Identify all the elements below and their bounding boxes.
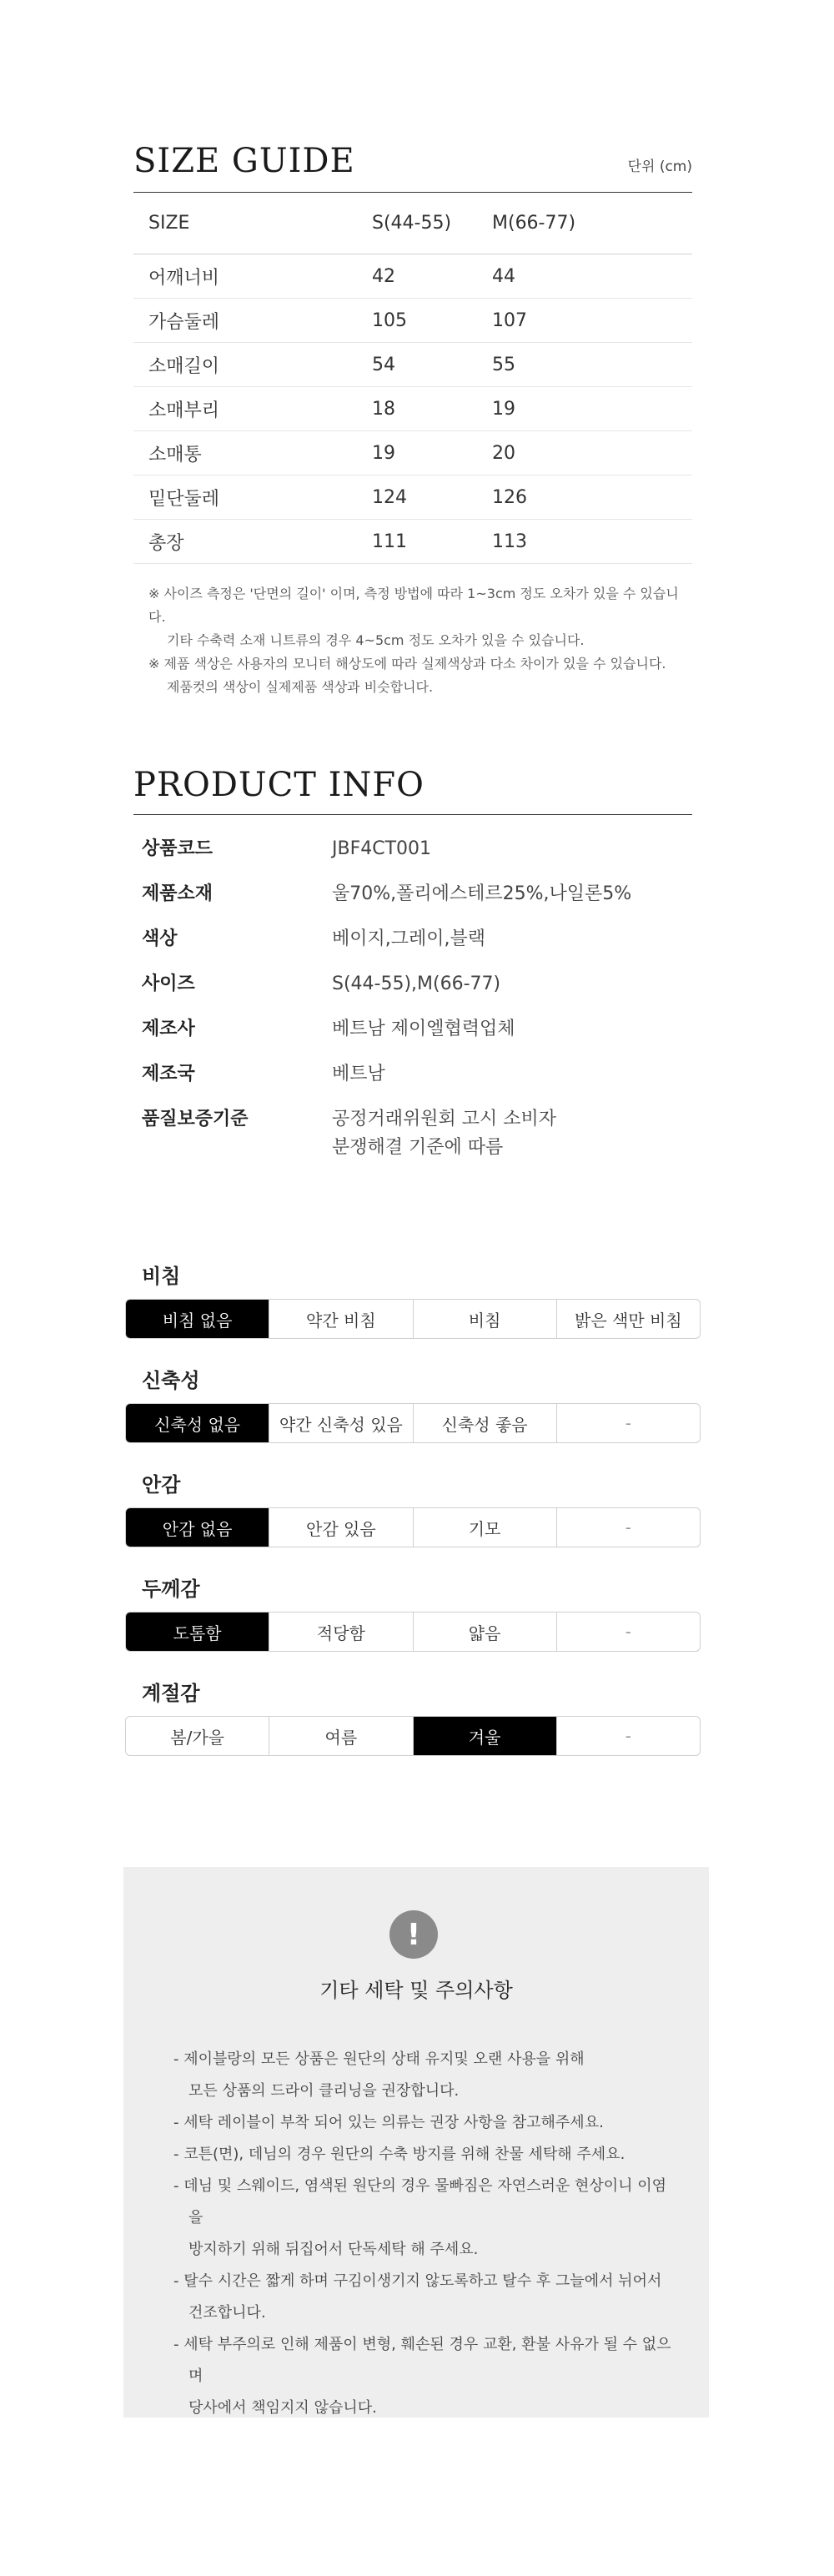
attr-label: 안감 <box>142 1473 181 1497</box>
size-s-value: 111 <box>372 531 407 552</box>
note-line: ※ 제품 색상은 사용자의 모니터 해상도에 따라 실제색상과 다소 차이가 있을 수 있습니다. <box>148 656 666 672</box>
measure-label: 소매길이 <box>148 355 220 377</box>
size-m-value: 126 <box>492 486 527 508</box>
care-line: - 세탁 레이블이 부착 되어 있는 의류는 권장 사항을 참고해주세요. <box>173 2114 604 2131</box>
size-m-value: 113 <box>492 531 527 552</box>
attr-label: 신축성 <box>142 1369 200 1392</box>
care-line: 건조합니다. <box>188 2304 266 2322</box>
attr-options <box>125 1507 701 1547</box>
size-m-value: 55 <box>492 354 515 375</box>
attr-options <box>125 1403 701 1443</box>
info-row <box>133 925 692 953</box>
attr-label: 비침 <box>142 1265 181 1288</box>
list-item <box>173 2329 674 2424</box>
care-line: 당사에서 책임지지 않습니다. <box>188 2399 377 2417</box>
info-key: 제조국 <box>142 1064 195 1084</box>
care-line: - 코튼(면), 데님의 경우 원단의 수축 방지를 위해 찬물 세탁해 주세요. <box>173 2146 626 2163</box>
size-guide-header <box>133 142 692 193</box>
info-row <box>133 1105 692 1162</box>
info-value: 베트남 제이엘협력업체 <box>332 1019 515 1039</box>
table-row <box>133 254 692 299</box>
list-item <box>173 2139 674 2171</box>
attr-option: 여름 <box>269 1717 413 1755</box>
attr-option: 봄/가을 <box>126 1717 269 1755</box>
care-line: - 데님 및 스웨이드, 염색된 원단의 경우 물빠짐은 자연스러운 현상이니 이염을 <box>173 2177 667 2226</box>
measure-label: 가슴둘레 <box>148 311 220 333</box>
attr-option: 안감 있음 <box>269 1508 413 1547</box>
info-key: 품질보증기준 <box>142 1109 249 1130</box>
size-s-value: 19 <box>372 442 395 464</box>
table-row <box>133 475 692 520</box>
attr-option-selected: 비침 없음 <box>126 1300 269 1338</box>
attr-option: - <box>625 1726 631 1746</box>
care-line: - 세탁 부주의로 인해 제품이 변형, 훼손된 경우 교환, 환불 사유가 될 수 없으며 <box>173 2336 671 2385</box>
attr-season <box>125 1677 701 1756</box>
list-item <box>173 2266 674 2329</box>
care-notice-box <box>123 1867 709 2418</box>
attr-lining <box>125 1468 701 1547</box>
measure-label: 소매통 <box>148 444 202 465</box>
size-s-value: 42 <box>372 265 395 287</box>
measure-label: 밑단둘레 <box>148 488 220 510</box>
care-list <box>173 2044 674 2424</box>
attr-option: 밝은 색만 비침 <box>575 1310 682 1331</box>
column-header: M(66-77) <box>492 213 576 234</box>
info-value: S(44-55),M(66-77) <box>332 974 501 994</box>
info-value: JBF4CT001 <box>332 838 432 859</box>
attr-option: 기모 <box>414 1508 557 1547</box>
size-s-value: 105 <box>372 309 407 331</box>
attr-option-selected: 신축성 없음 <box>126 1404 269 1442</box>
attr-option-selected: 안감 없음 <box>126 1508 269 1547</box>
attr-options <box>125 1612 701 1652</box>
info-value-line: 분쟁해결 기준에 따름 <box>332 1137 504 1158</box>
care-line: - 탈수 시간은 짧게 하며 구김이생기지 않도록하고 탈수 후 그늘에서 뉘어서 <box>173 2272 662 2290</box>
attr-option: - <box>625 1413 631 1433</box>
info-value: 베이지,그레이,블랙 <box>332 928 486 949</box>
attr-option: - <box>625 1622 631 1642</box>
attr-sheerness <box>125 1260 701 1339</box>
table-row <box>133 343 692 387</box>
attr-option: 신축성 좋음 <box>414 1404 557 1442</box>
attr-options <box>125 1716 701 1756</box>
note-line: 기타 수축력 소재 니트류의 경우 4~5cm 정도 오차가 있을 수 있습니다. <box>167 632 585 648</box>
note-line: ※ 사이즈 측정은 '단면의 길이' 이며, 측정 방법에 따라 1~3cm 정도 오차가 있을 수 있습니다. <box>148 586 679 625</box>
care-line: 방지하기 위해 뒤집어서 단독세탁 해 주세요. <box>188 2241 479 2258</box>
measure-label: 어깨너비 <box>148 267 220 289</box>
attr-thickness <box>125 1572 701 1652</box>
info-row <box>133 1015 692 1044</box>
care-title: 기타 세탁 및 주의사항 <box>319 1979 513 2002</box>
size-table <box>133 193 692 564</box>
size-m-value: 19 <box>492 398 515 420</box>
product-info-title: PRODUCT INFO <box>133 766 425 804</box>
exclamation-icon: ! <box>389 1910 438 1959</box>
size-s-value: 54 <box>372 354 395 375</box>
info-key: 제품소재 <box>142 883 214 904</box>
note-line: 제품컷의 색상이 실제제품 색상과 비슷합니다. <box>167 679 434 695</box>
table-row <box>133 299 692 343</box>
size-m-value: 44 <box>492 265 515 287</box>
size-guide-title: SIZE GUIDE <box>133 142 355 180</box>
info-row <box>133 970 692 999</box>
measure-label: 소매부리 <box>148 400 220 421</box>
size-m-value: 20 <box>492 442 515 464</box>
attr-options <box>125 1299 701 1339</box>
attr-label: 계절감 <box>142 1682 200 1705</box>
measure-label: 총장 <box>148 532 184 554</box>
list-item <box>173 2107 674 2139</box>
table-row <box>133 387 692 431</box>
info-value: 울70%,폴리에스테르25%,나일론5% <box>332 883 632 904</box>
attr-option: 적당함 <box>269 1613 413 1651</box>
info-key: 사이즈 <box>142 974 195 994</box>
size-m-value: 107 <box>492 309 527 331</box>
attr-option-selected: 도톰함 <box>126 1613 269 1651</box>
size-s-value: 124 <box>372 486 407 508</box>
info-key: 상품코드 <box>142 838 214 859</box>
attr-option: - <box>625 1517 631 1537</box>
fabric-attributes <box>125 1260 701 1781</box>
product-info-list <box>133 835 692 1162</box>
table-row <box>133 431 692 475</box>
attr-option: 약간 비침 <box>269 1300 413 1338</box>
product-info-header <box>133 766 692 815</box>
list-item <box>173 2171 674 2266</box>
info-value-line: 공정거래위원회 고시 소비자 <box>332 1109 557 1130</box>
care-line: - 제이블랑의 모든 상품은 원단의 상태 유지및 오랜 사용을 위해 <box>173 2050 585 2068</box>
attr-option: 얇음 <box>414 1613 557 1651</box>
attr-option: 비침 <box>414 1300 557 1338</box>
table-row <box>133 520 692 564</box>
info-key: 제조사 <box>142 1019 195 1039</box>
column-header: SIZE <box>148 213 190 234</box>
product-info-section <box>133 766 692 1179</box>
attr-option-selected: 겨울 <box>414 1717 557 1755</box>
info-value <box>332 1105 692 1162</box>
size-guide-notes <box>133 582 692 699</box>
attr-label: 두께감 <box>142 1577 200 1601</box>
size-guide-unit: 단위 (cm) <box>627 158 692 175</box>
info-row <box>133 880 692 908</box>
attr-option: 약간 신축성 있음 <box>269 1404 413 1442</box>
care-line: 모든 상품의 드라이 클리닝을 권장합니다. <box>188 2082 460 2100</box>
list-item <box>173 2044 674 2107</box>
info-value: 베트남 <box>332 1064 385 1084</box>
info-row <box>133 1060 692 1089</box>
size-table-header-row <box>133 193 692 254</box>
size-guide-section <box>133 142 692 699</box>
info-key: 색상 <box>142 928 178 949</box>
size-s-value: 18 <box>372 398 395 420</box>
info-row <box>133 835 692 863</box>
attr-stretch <box>125 1364 701 1443</box>
column-header: S(44-55) <box>372 213 452 234</box>
